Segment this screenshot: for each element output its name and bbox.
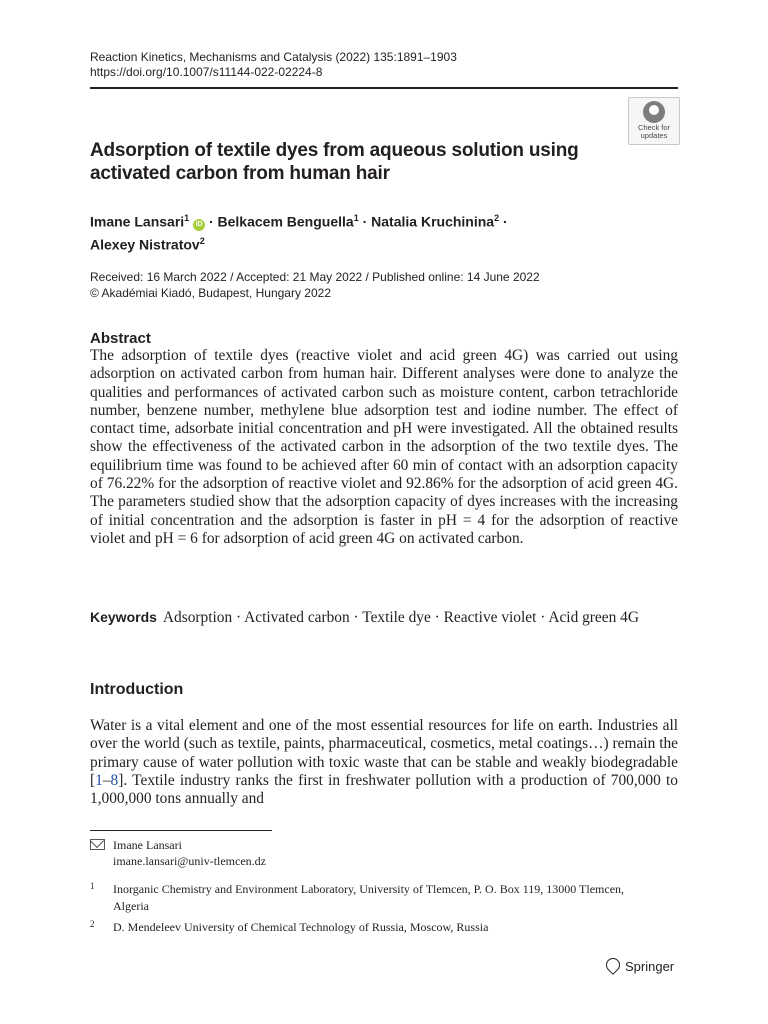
footnote-rule <box>90 830 272 831</box>
citation-link[interactable]: 8 <box>110 771 119 789</box>
abstract-heading: Abstract <box>90 330 151 347</box>
introduction-text <box>90 717 678 808</box>
keywords-list: Adsorption · Activated carbon · Textile dye · Reactive violet · Acid green 4G <box>162 609 639 626</box>
keywords <box>90 608 678 627</box>
affiliation-number: 2 <box>90 919 95 929</box>
author-affiliation-mark: 2 <box>199 235 205 246</box>
author-affiliation-mark: 1 <box>184 213 190 223</box>
keywords-label: Keywords <box>90 609 157 625</box>
intro-text-part: ]. Textile industry ranks the first in freshwater pollution with a production of 700,000 to 1,000,000 tons annually and <box>90 771 678 808</box>
author-name[interactable]: Belkacem Benguella <box>217 213 354 230</box>
corresponding-email[interactable]: imane.lansari@univ-tlemcen.dz <box>113 854 266 868</box>
envelope-icon <box>90 839 105 850</box>
author-name[interactable]: Alexey Nistratov <box>90 236 200 253</box>
springer-horse-icon <box>603 955 623 975</box>
introduction-heading: Introduction <box>90 681 184 698</box>
doi-link[interactable]: https://doi.org/10.1007/s11144-022-02224-8 <box>90 65 323 79</box>
citation-range-separator: – <box>102 771 111 789</box>
citation-link[interactable]: 1 <box>95 771 103 789</box>
orcid-icon[interactable]: iD <box>193 219 205 231</box>
journal-citation: Reaction Kinetics, Mechanisms and Catalysis (2022) 135:1891–1903 <box>90 50 457 64</box>
author-affiliation-mark: 2 <box>494 213 500 223</box>
copyright-line: © Akadémiai Kiadó, Budapest, Hungary 2022 <box>90 286 331 300</box>
check-updates-label: Check for updates <box>637 123 671 140</box>
author-name[interactable]: Natalia Kruchinina <box>371 213 495 230</box>
journal-header <box>90 50 457 80</box>
header-rule <box>90 87 678 89</box>
affiliation-text: Inorganic Chemistry and Environment Laboratory, University of Tlemcen, P. O. Box 119, 13000 Tlemcen, Algeria <box>113 882 625 913</box>
corresponding-name: Imane Lansari <box>113 838 182 852</box>
corresponding-author <box>90 837 266 869</box>
check-updates-icon <box>643 101 665 123</box>
affiliation <box>90 881 653 915</box>
affiliation-number: 1 <box>90 881 95 891</box>
publisher-name: Springer <box>625 959 675 974</box>
author-list: Imane Lansari$^1$ iD · Belkacem Benguella$^1$ · Natalia Kruchinina$^2$ · Alexey Nistratov$^2$ <box>90 213 508 253</box>
affiliation-text: D. Mendeleev University of Chemical Technology of Russia, Moscow, Russia <box>113 920 489 934</box>
check-for-updates-badge[interactable] <box>628 97 680 145</box>
author-name[interactable]: Imane Lansari <box>90 213 185 230</box>
history-dates: Received: 16 March 2022 / Accepted: 21 May 2022 / Published online: 14 June 2022 <box>90 270 540 284</box>
publication-dates <box>90 269 540 301</box>
publisher-logo <box>606 958 674 974</box>
author-affiliation-mark: 1 <box>353 213 359 223</box>
abstract-text: The adsorption of textile dyes (reactive violet and acid green 4G) was carried out using adsorption on activated carbon from human hair. Different analyses were done to analyze the qualities and performances of activated carbon such as moisture content, carbon tetrachloride number, benzene number, methylene blue adsorption test and iodine number. The effect of contact time, adsorbate initial concentration and pH were investigated. All the obtained results show the effectiveness of the activated carbon in the adsorption of the two textile dyes. The equilibrium time was found to be achieved after 60 min of contact with an adsorption capacity of 76.22% for the adsorption of reactive violet and 92.86% for the adsorption of acid green 4G. The parameters studied show that the adsorption capacity of dyes increases with the increasing of initial concentration and the adsorption is faster in pH = 4 for the adsorption of reactive violet and pH = 6 for adsorption of acid green 4G on activated carbon. <box>90 347 678 547</box>
article-title: Adsorption of textile dyes from aqueous solution using activated carbon from human hair <box>90 140 579 184</box>
affiliation <box>90 919 653 936</box>
intro-text-part: Water is a vital element and one of the most essential resources for life on earth. Industries all over the world (such as textile, paints, pharmaceutical, cosmetics, metal coatings…) remain the primary cause of water pollution with toxic waste that can be stable and weakly biodegradable [ <box>90 717 678 789</box>
